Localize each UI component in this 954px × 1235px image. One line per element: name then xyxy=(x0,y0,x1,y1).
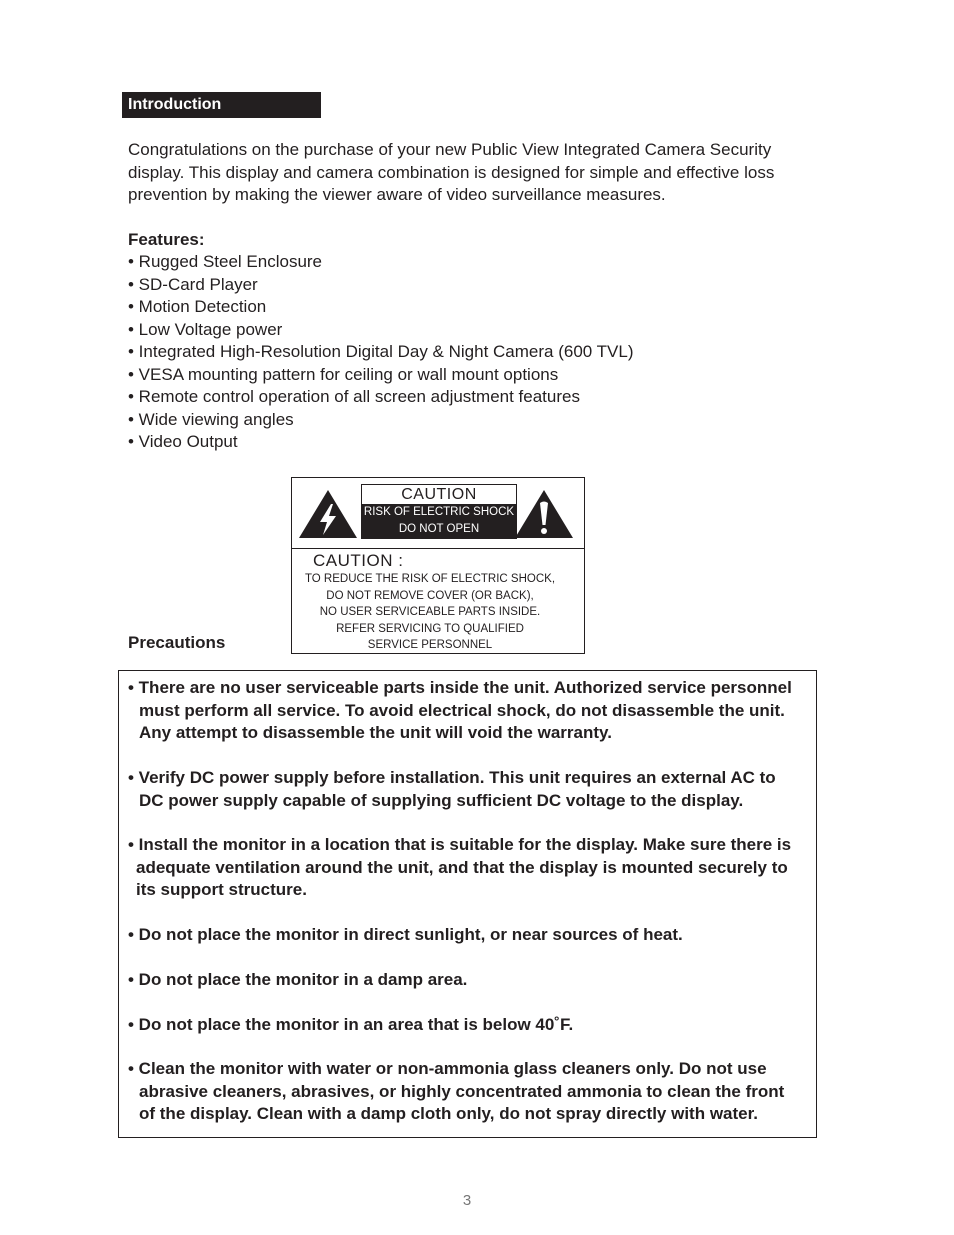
precaution-line: • Do not place the monitor in a damp area. xyxy=(128,970,468,989)
precaution-item xyxy=(128,1058,784,1126)
caution-label xyxy=(291,477,585,654)
precaution-item xyxy=(128,969,467,992)
precaution-item xyxy=(128,677,792,745)
precaution-line: must perform all service. To avoid electrical shock, do not disassemble the unit. xyxy=(139,700,785,720)
caution-text-line: DO NOT REMOVE COVER (OR BACK), xyxy=(326,589,534,602)
caution-text-line: NO USER SERVICEABLE PARTS INSIDE. xyxy=(319,606,541,618)
section-title-bar xyxy=(122,92,321,118)
precaution-line: • Do not place the monitor in direct sunlight, or near sources of heat. xyxy=(128,925,683,944)
caution-risk-line: DO NOT OPEN xyxy=(398,523,480,535)
precaution-line: of the display. Clean with a damp cloth only, do not spray directly with water. xyxy=(139,1104,759,1123)
feature-item: • Low Voltage power xyxy=(128,319,283,339)
caution-text xyxy=(292,571,568,654)
caution-text-line: SERVICE PERSONNEL xyxy=(367,639,493,651)
caution-text-line: REFER SERVICING TO QUALIFIED xyxy=(336,622,524,635)
feature-item: • Video Output xyxy=(128,432,238,451)
caution-subheading: CAUTION : xyxy=(313,551,404,570)
precaution-item xyxy=(128,767,776,812)
intro-line: display. This display and camera combination is designed for simple and effective loss xyxy=(128,162,775,182)
caution-label-header xyxy=(292,478,584,549)
precautions-title: Precautions xyxy=(128,633,226,652)
intro-line: Congratulations on the purchase of your new Public View Integrated Camera Security xyxy=(128,140,772,159)
caution-heading: CAUTION xyxy=(401,486,477,503)
feature-item: • Integrated High-Resolution Digital Day & Night Camera (600 TVL) xyxy=(128,342,634,361)
feature-item: • Remote control operation of all screen adjustment features xyxy=(128,387,580,406)
exclamation-warning-icon xyxy=(514,489,574,539)
precaution-line: Any attempt to disassemble the unit will void the warranty. xyxy=(139,723,612,742)
section-title: Introduction xyxy=(128,96,222,113)
precaution-item xyxy=(128,924,683,947)
feature-item: • Wide viewing angles xyxy=(128,409,294,429)
precaution-line: • Clean the monitor with water or non-ammonia glass cleaners only. Do not use xyxy=(128,1059,767,1078)
page-number: 3 xyxy=(462,1192,472,1209)
precaution-line: • Verify DC power supply before installation. This unit requires an external AC to xyxy=(128,768,776,787)
feature-item: • VESA mounting pattern for ceiling or wall mount options xyxy=(128,364,559,384)
feature-item: • SD-Card Player xyxy=(128,274,258,294)
features-list xyxy=(128,251,633,454)
precaution-item xyxy=(128,1014,573,1037)
lightning-warning-icon xyxy=(298,489,358,539)
precaution-line: • Install the monitor in a location that is suitable for the display. Make sure there is xyxy=(128,835,792,854)
caution-text-line: TO REDUCE THE RISK OF ELECTRIC SHOCK, xyxy=(304,573,556,585)
caution-risk-banner xyxy=(362,504,516,538)
caution-risk-line: RISK OF ELECTRIC SHOCK xyxy=(363,506,515,518)
feature-item: • Motion Detection xyxy=(128,297,267,316)
precaution-line: abrasive cleaners, abrasives, or highly concentrated ammonia to clean the front xyxy=(139,1081,785,1101)
caution-heading-box xyxy=(361,484,517,539)
precaution-line: • Do not place the monitor in an area that is below 40˚F. xyxy=(128,1015,574,1034)
features-title: Features: xyxy=(128,230,205,249)
intro-paragraph xyxy=(128,139,808,207)
intro-line: prevention by making the viewer aware of video surveillance measures. xyxy=(128,185,666,204)
precaution-line: adequate ventilation around the unit, and that the display is mounted securely to xyxy=(136,857,788,877)
precaution-line: DC power supply capable of supplying sufficient DC voltage to the display. xyxy=(139,790,744,810)
precaution-line: • There are no user serviceable parts inside the unit. Authorized service personnel xyxy=(128,678,792,697)
feature-item: • Rugged Steel Enclosure xyxy=(128,252,323,271)
precaution-line: its support structure. xyxy=(136,880,307,899)
precautions-box xyxy=(118,670,817,1138)
precaution-item xyxy=(128,834,791,902)
